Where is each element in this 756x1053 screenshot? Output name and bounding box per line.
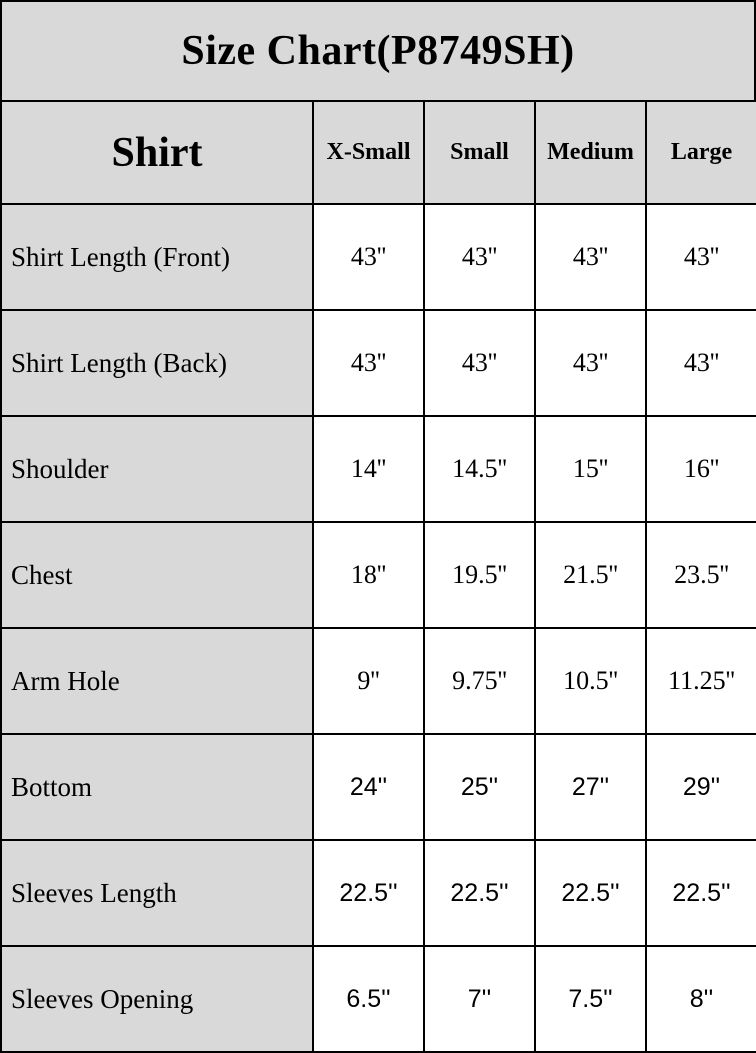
measurement-value: 43'' <box>535 310 646 416</box>
measurement-value: 22.5'' <box>535 840 646 946</box>
measurement-value: 11.25'' <box>646 628 756 734</box>
row-label: Arm Hole <box>1 628 313 734</box>
measurement-value: 19.5'' <box>424 522 535 628</box>
table-row <box>1 522 756 628</box>
size-table <box>0 100 756 1053</box>
column-header-x-small: X-Small <box>313 101 424 204</box>
measurement-value: 9.75'' <box>424 628 535 734</box>
measurement-value: 43'' <box>313 204 424 310</box>
table-row <box>1 734 756 840</box>
measurement-value: 7'' <box>424 946 535 1052</box>
table-row <box>1 946 756 1052</box>
measurement-value: 43'' <box>646 204 756 310</box>
measurement-value: 22.5'' <box>424 840 535 946</box>
measurement-value: 43'' <box>313 310 424 416</box>
table-row <box>1 204 756 310</box>
measurement-value: 7.5'' <box>535 946 646 1052</box>
measurement-value: 23.5'' <box>646 522 756 628</box>
measurement-value: 10.5'' <box>535 628 646 734</box>
column-header-large: Large <box>646 101 756 204</box>
row-label: Bottom <box>1 734 313 840</box>
measurement-value: 15'' <box>535 416 646 522</box>
measurement-value: 22.5'' <box>646 840 756 946</box>
measurement-value: 24'' <box>313 734 424 840</box>
measurement-value: 22.5'' <box>313 840 424 946</box>
chart-title: Size Chart(P8749SH) <box>0 0 756 100</box>
row-label: Sleeves Opening <box>1 946 313 1052</box>
table-row <box>1 628 756 734</box>
measurement-value: 21.5'' <box>535 522 646 628</box>
measurement-value: 18'' <box>313 522 424 628</box>
measurement-value: 43'' <box>535 204 646 310</box>
measurement-value: 6.5'' <box>313 946 424 1052</box>
measurement-value: 25'' <box>424 734 535 840</box>
table-row <box>1 310 756 416</box>
measurement-value: 29'' <box>646 734 756 840</box>
measurement-value: 27'' <box>535 734 646 840</box>
measurement-value: 43'' <box>424 310 535 416</box>
table-row <box>1 840 756 946</box>
row-label: Shirt Length (Back) <box>1 310 313 416</box>
row-label: Sleeves Length <box>1 840 313 946</box>
measurement-value: 8'' <box>646 946 756 1052</box>
header-row <box>1 101 756 204</box>
row-label: Chest <box>1 522 313 628</box>
measurement-value: 16'' <box>646 416 756 522</box>
measurement-value: 14.5'' <box>424 416 535 522</box>
row-label: Shirt Length (Front) <box>1 204 313 310</box>
table-row <box>1 416 756 522</box>
row-label: Shoulder <box>1 416 313 522</box>
column-header-small: Small <box>424 101 535 204</box>
column-header-medium: Medium <box>535 101 646 204</box>
corner-header: Shirt <box>1 101 313 204</box>
measurement-value: 9'' <box>313 628 424 734</box>
measurement-value: 43'' <box>424 204 535 310</box>
measurement-value: 14'' <box>313 416 424 522</box>
measurement-value: 43'' <box>646 310 756 416</box>
